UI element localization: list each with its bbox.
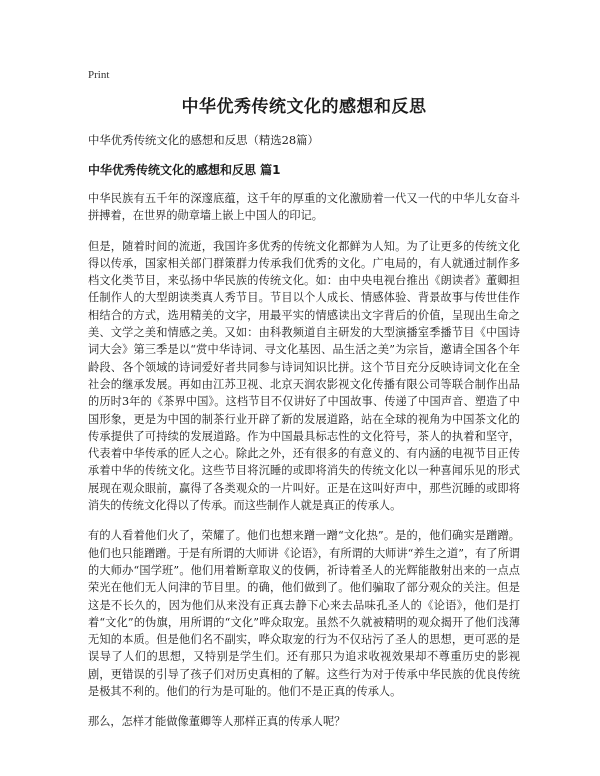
document-subtitle: 中华优秀传统文化的感想和反思（精选28篇） xyxy=(88,133,319,147)
paragraph-3: 有的人看着他们火了，荣耀了。他们也想来蹭一蹭“文化热”。是的，他们确实是蹭蹭。他们也只能蹭蹭。于是有所谓的大师讲《论语》，有所谓的大师讲“养生之道”，有了所谓的大师办“国学班”。他们用着断章取义的伎俩，祈诗着圣人的光辉能散射出来的一点点荣光在他们无人问津的节目里。的确，他们做到了。他们骗取了部分观众的关注。但是这是不长久的，因为他们从来没有正真去静下心来去品味孔圣人的《论语》，他们是打着“文化”的伪旗，用所谓的“文化”哗众取宠。虽然不久就被精明的观众揭开了他们浅薄无知的本质。但是他们名不副实，哗众取宠的行为不仅玷污了圣人的思想，更可恶的是误导了人们的思想，又特别是学生们。还有那只为追求收视效果却不尊重历史的影视剧，更错误的引导了孩子们对历史真相的了解。这些行为对于传承中华民族的优良传统是极其不利的。他们的行为是可耻的。他们不是正真的传承人。 xyxy=(88,529,520,699)
paragraph-2: 但是，随着时间的流逝，我国许多优秀的传统文化都鲜为人知。为了让更多的传统文化得以传承，国家相关部门群策群力传承我们优秀的文化。广电局的，有人就通过制作多档文化类节目，来弘扬中华民族的传统文化。如：由中央电视台推出《朗读者》董卿担任制作人的大型朗读类真人秀节目。节目以个人成长、情感体验、背景故事与传世佳作相结合的方式，选用精美的文字，用最平实的情感读出文字背后的价值，呈现出生命之美、文学之美和情感之美。又如：由科教频道自主研发的大型演播室季播节目《中国诗词大会》第三季是以“赏中华诗词、寻文化基因、品生活之美”为宗旨，邀请全国各个年龄段、各个领域的诗词爱好者共同参与诗词知识比拼。这个节目充分反映诗词文化在全社会的继承发展。再如由江苏卫视、北京天润农影视文化传播有限公司等联合制作出品的历时3年的《茶界中国》。这档节目不仅讲好了中国故事、传递了中国声音、塑造了中国形象，更是为中国的制茶行业开辟了新的发展道路，站在全球的视角为中国茶文化的传承提供了可持续的发展道路。作为中国最具标志性的文化符号，茶人的执着和坚守，代表着中华传承的匠人之心。除此之外，还有很多的有意义的、有内涵的电视节目正传承着中华的传统文化。这些节目将沉睡的或即将消失的传统文化以一种喜闻乐见的形式展现在观众眼前，赢得了各类观众的一片叫好。正是在这叫好声中，那些沉睡的或即将消失的传统文化得以了传承。而这些制作人就是真正的传承人。 xyxy=(88,239,520,513)
paragraph-1: 中华民族有五千年的深邃底蕴，这千年的厚重的文化激励着一代又一代的中华儿女奋斗拼搏着，在世界的勋章墙上嵌上中国人的印记。 xyxy=(88,192,520,223)
document-page xyxy=(88,68,520,744)
page-title: 中华优秀传统文化的感想和反思 xyxy=(181,97,427,117)
section-heading: 中华优秀传统文化的感想和反思 篇1 xyxy=(88,163,281,177)
paragraph-4: 那么，怎样才能做像董卿等人那样正真的传承人呢？ xyxy=(88,715,346,729)
print-link[interactable]: Print xyxy=(88,69,110,81)
